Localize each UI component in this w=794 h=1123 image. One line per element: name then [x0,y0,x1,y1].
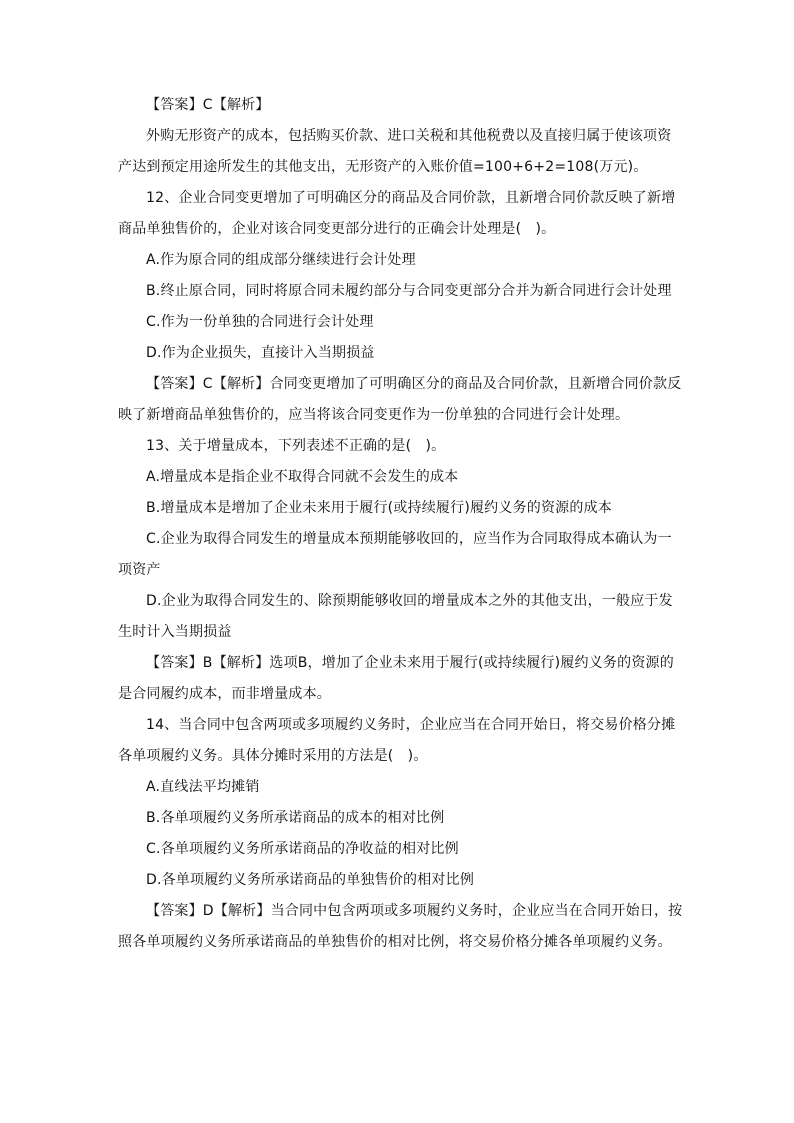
question-14-option-b: B.各单项履约义务所承诺商品的成本的相对比例 [146,810,445,826]
question-14-answer: 照各单项履约义务所承诺商品的单独售价的相对比例，将交易价格分摊各单项履约义务。 [118,934,672,950]
question-12-option-c: C.作为一份单独的合同进行会计处理 [146,314,374,330]
question-13-answer: 是合同履约成本，而非增量成本。 [118,686,331,702]
question-14-stem: 14、当合同中包含两项或多项履约义务时，企业应当在合同开始日，将交易价格分摊 [146,717,676,733]
question-14-option-d: D.各单项履约义务所承诺商品的单独售价的相对比例 [146,872,475,888]
question-14-option-c: C.各单项履约义务所承诺商品的净收益的相对比例 [146,841,459,857]
question-14-option-a: A.直线法平均摊销 [146,779,260,795]
question-12-option-d: D.作为企业损失，直接计入当期损益 [146,345,375,361]
question-13-option-d: 生时计入当期损益 [118,624,232,640]
question-13-option-c: 项资产 [118,562,161,578]
question-12-stem: 商品单独售价的，企业对该合同变更部分进行的正确会计处理是( )。 [118,221,556,237]
question-12-answer: 【答案】C【解析】合同变更增加了可明确区分的商品及合同价款，且新增合同价款反 [146,376,682,392]
question-14-stem: 各单项履约义务。具体分摊时采用的方法是( )。 [118,748,428,764]
question-13-option-a: A.增量成本是指企业不取得合同就不会发生的成本 [146,469,459,485]
question-13-option-b: B.增量成本是增加了企业未来用于履行(或持续履行)履约义务的资源的成本 [146,500,612,516]
question-13-answer: 【答案】B【解析】选项B，增加了企业未来用于履行(或持续履行)履约义务的资源的 [146,655,674,671]
question-12-stem: 12、企业合同变更增加了可明确区分的商品及合同价款，且新增合同价款反映了新增 [146,190,676,206]
explanation-line: 外购无形资产的成本，包括购买价款、进口关税和其他税费以及直接归属于使该项资 [146,128,672,144]
explanation-line: 产达到预定用途所发生的其他支出，无形资产的入账价值=100+6+2=108(万元)。 [118,159,648,175]
document-page [118,90,683,958]
answer-line: 【答案】C【解析】 [146,97,270,113]
question-13-stem: 13、关于增量成本，下列表述不正确的是( )。 [146,438,446,454]
question-14-answer: 【答案】D【解析】当合同中包含两项或多项履约义务时，企业应当在合同开始日，按 [146,903,683,919]
question-12-answer: 映了新增商品单独售价的，应当将该合同变更作为一份单独的合同进行会计处理。 [118,407,630,423]
question-12-option-a: A.作为原合同的组成部分继续进行会计处理 [146,252,416,268]
question-13-option-d: D.企业为取得合同发生的、除预期能够收回的增量成本之外的其他支出，一般应于发 [146,593,673,609]
question-13-option-c: C.企业为取得合同发生的增量成本预期能够收回的，应当作为合同取得成本确认为一 [146,531,672,547]
question-12-option-b: B.终止原合同，同时将原合同未履约部分与合同变更部分合并为新合同进行会计处理 [146,283,672,299]
